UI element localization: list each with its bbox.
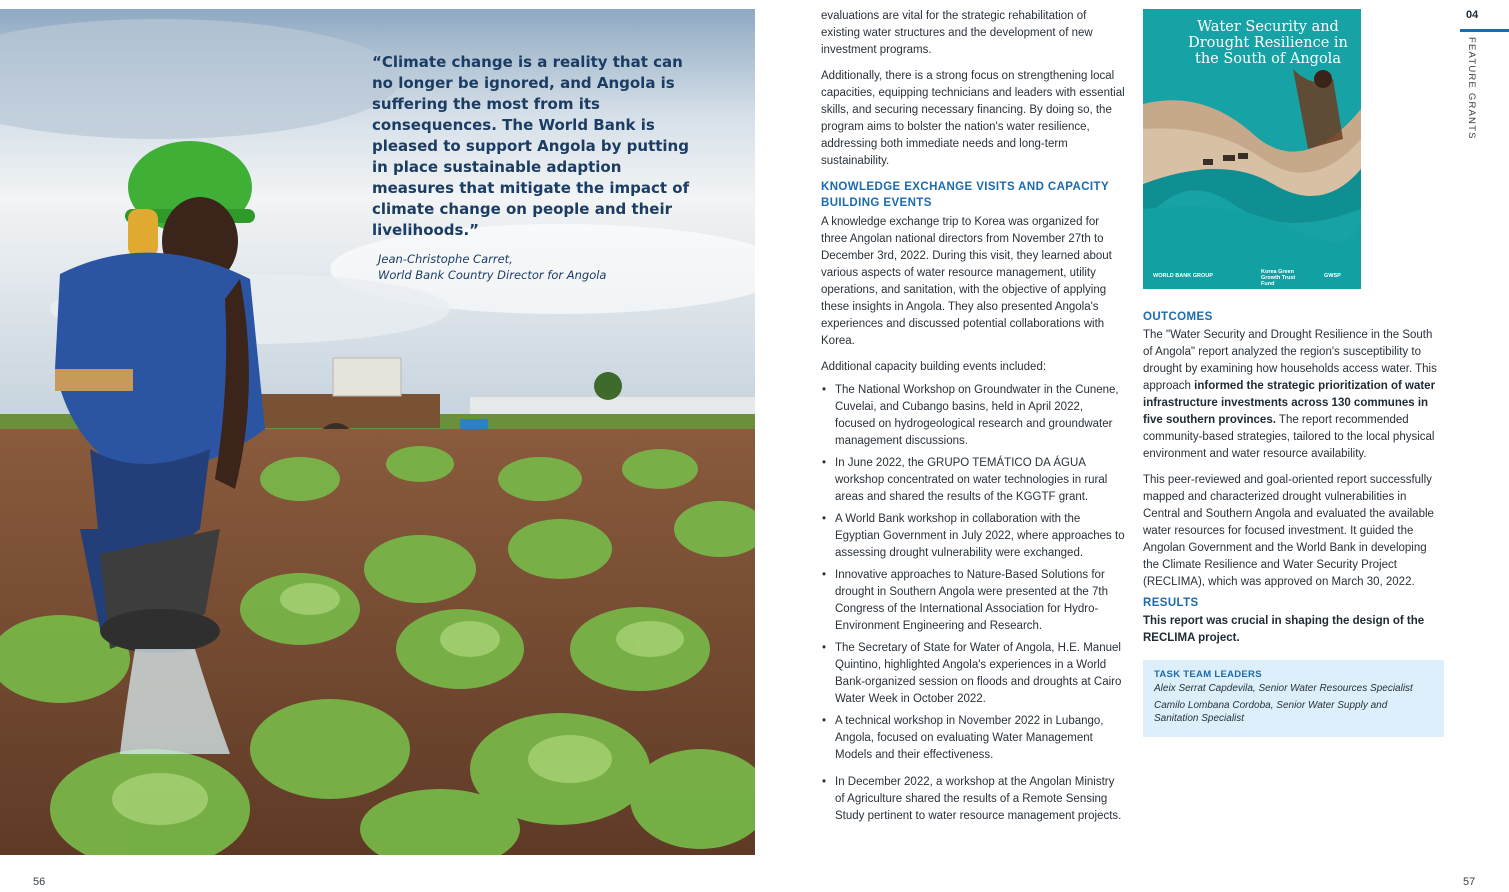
list-item: • A technical workshop in November 2022 in Lubango, Angola, focused on evaluating Water Management Models and their effectiveness.: [821, 713, 1126, 764]
chapter-label: FEATURE GRANTS: [1466, 37, 1477, 140]
cover-title-line: Water Security and: [1197, 19, 1339, 35]
cover-title: [1143, 19, 1361, 67]
kggtf-logo: Korea Green Growth Trust Fund: [1261, 269, 1296, 287]
list-item: • A World Bank workshop in collaboration with the Egyptian Government in July 2022, where approaches to assessing drought vulnerability were exchanged.: [821, 511, 1126, 562]
list-item: • In June 2022, the GRUPO TEMÁTICO DA ÁGUA workshop concentrated on water technologies in rural areas and shared the results of the KGGTF grant.: [821, 455, 1126, 506]
outcomes-text-bold: informed the strategic prioritization of water infrastructure investments across 130 communes in five southern provinces.: [1143, 380, 1436, 426]
results-text-bold: This report was crucial in shaping the design of the RECLIMA project.: [1143, 615, 1425, 644]
pull-quote: [372, 52, 702, 283]
outcomes-text-start: The "Water Security and Drought Resilience in the South of Angola" report analyzed the region's susceptibility to drought by examining how households access water. This approach: [1143, 329, 1437, 392]
quote-text: “Climate change is a reality that can no longer be ignored, and Angola is suffering the most from its consequences. The World Bank is pleased to support Angola by putting in place sustainable adaption measures that mitigate the impact of climate change on people and their livelihoods.”: [372, 53, 690, 239]
outcomes-text-end: The report recommended community-based strategies, tailored to the local physical environment and water resource availability.: [1143, 414, 1435, 460]
cover-title-line: Drought Resilience in: [1188, 35, 1348, 51]
results-heading: RESULTS: [1143, 597, 1199, 609]
outcomes-paragraph-2: This peer-reviewed and goal-oriented report successfully mapped and characterized drought vulnerabilities in Central and Southern Angola and evaluated the available water resources for focused investment. It guided the Angolan Government and the World Bank in developing the Climate Resilience and Water Security Project (RECLIMA), which was approved on March 30, 2022.: [1143, 474, 1434, 588]
korea-trip-paragraph: A knowledge exchange trip to Korea was organized for three Angolan national directors from November 27th to December 3rd, 2022. During this visit, they learned about various aspects of water resource management, utility operations, and sanitation, with the objective of applying these insights in Angola. They also presented Angola's experiences and discussed potential collaborations with Korea.: [821, 216, 1112, 347]
outcomes-paragraph: [1143, 327, 1443, 463]
right-column: [1143, 309, 1443, 656]
world-bank-group-logo: WORLD BANK GROUP: [1153, 273, 1213, 279]
gwsp-logo: GWSP: [1324, 273, 1341, 279]
page-number-right: 57: [1463, 876, 1476, 888]
report-cover-image: [1143, 9, 1361, 289]
task-team-heading: TASK TEAM LEADERS: [1154, 669, 1262, 680]
list-item: • The National Workshop on Groundwater in the Cunene, Cuvelai, and Cubango basins, held in April 2022, focused on hydrogeological research and groundwater management discussions.: [821, 382, 1126, 450]
intro-paragraph: evaluations are vital for the strategic rehabilitation of existing water structures and the development of new investment programs.: [821, 10, 1093, 56]
middle-column: [821, 8, 1126, 830]
outcomes-heading: OUTCOMES: [1143, 311, 1213, 323]
knowledge-exchange-heading: KNOWLEDGE EXCHANGE VISITS AND CAPACITY BUILDING EVENTS: [821, 181, 1109, 209]
list-item: • In December 2022, a workshop at the Angolan Ministry of Agriculture shared the results of a Remote Sensing Study pertinent to water resource management projects.: [821, 774, 1126, 825]
feature-photo: [0, 9, 755, 855]
task-leader: Aleix Serrat Capdevila, Senior Water Resources Specialist: [1154, 683, 1413, 694]
capacity-paragraph: Additionally, there is a strong focus on strengthening local capacities, equipping technicians and leaders with essential skills, and securing necessary financing. By doing so, the program aims to bolster the nation's water resilience, addressing both immediate needs and long-term sustainability.: [821, 70, 1125, 167]
quote-author-name: Jean-Christophe Carret,: [378, 252, 513, 266]
quote-attribution: [378, 251, 702, 283]
list-item: • The Secretary of State for Water of Angola, H.E. Manuel Quintino, highlighted Angola's experiences in a World Bank-organized session on floods and droughts at Cairo Water Week in October 2022.: [821, 640, 1126, 708]
chapter-rule: [1460, 29, 1509, 32]
list-item: • Innovative approaches to Nature-Based Solutions for drought in Southern Angola were presented at the 7th Congress of the International Association for Hydro-Environment Engineering and Research.: [821, 567, 1126, 635]
events-list: [821, 382, 1126, 825]
page-number-left: 56: [33, 876, 46, 888]
quote-author-title: World Bank Country Director for Angola: [378, 268, 607, 282]
events-intro: Additional capacity building events included:: [821, 361, 1047, 373]
chapter-number: 04: [1466, 9, 1479, 21]
cover-logos: [1149, 267, 1357, 285]
cover-title-line: the South of Angola: [1195, 51, 1341, 67]
task-team-leaders-box: [1143, 660, 1444, 737]
results-text: [1143, 613, 1443, 647]
task-leader: Camilo Lombana Cordoba, Senior Water Supply and Sanitation Specialist: [1154, 700, 1388, 724]
